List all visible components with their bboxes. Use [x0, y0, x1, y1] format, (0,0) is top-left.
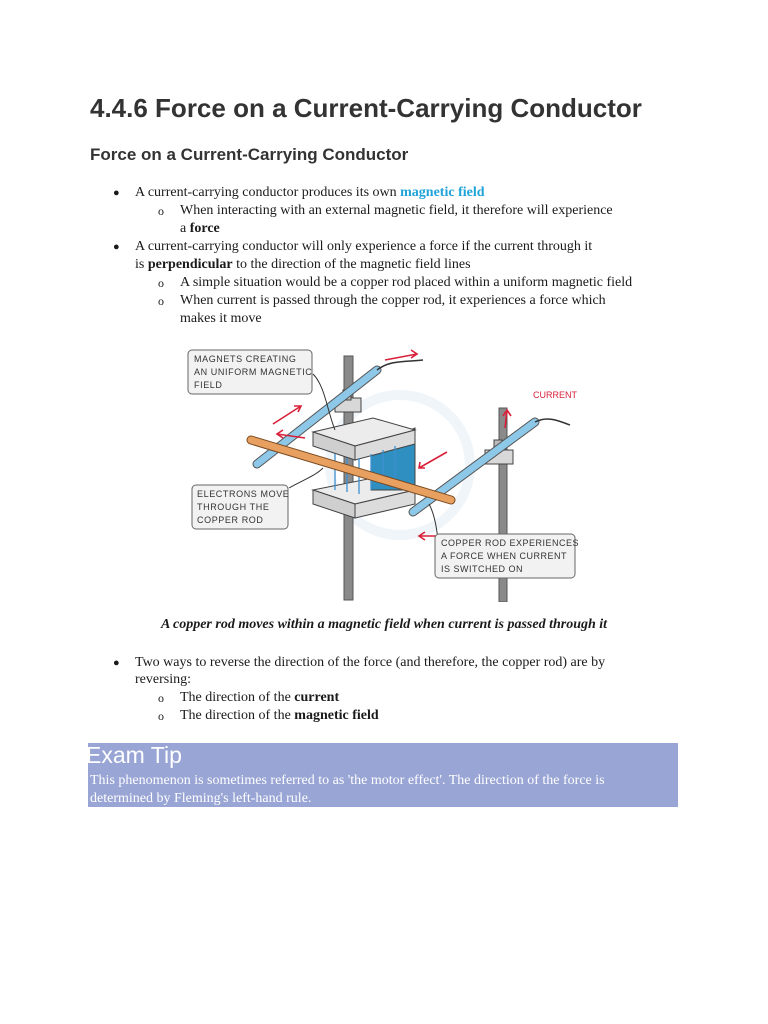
label-magnets-line-2: AN UNIFORM MAGNETIC: [194, 367, 313, 377]
bullet-2-line-1: A current-carrying conductor will only experience a force if the current through it: [135, 239, 593, 254]
label-electrons-line-1: ELECTRONS MOVE: [197, 489, 290, 499]
bullet-1-sub-1-line-2: [180, 220, 220, 238]
label-copper-line-1: COPPER ROD EXPERIENCES: [441, 538, 580, 548]
front-wire: [535, 419, 570, 425]
copper-rod-diagram: [185, 340, 585, 602]
text-fragment: a: [180, 221, 190, 236]
arrow-rod-right: [419, 452, 447, 468]
label-magnets-line-3: FIELD: [194, 380, 223, 390]
text-fragment: to the direction of the magnetic field lines: [232, 257, 471, 272]
bullet-1-label: A current-carrying conductor produces its own: [135, 185, 401, 200]
exam-tip-line-2: determined by Fleming's left-hand rule.: [90, 791, 312, 806]
label-current: CURRENT: [533, 390, 577, 400]
bullet-3-sub-2: [180, 707, 379, 725]
label-electrons: [192, 485, 289, 529]
magnetic-field-link[interactable]: magnetic field: [400, 185, 485, 200]
leader-electrons: [289, 468, 323, 488]
bold-term-force: force: [189, 221, 220, 236]
back-wire: [377, 360, 423, 370]
section-heading: Force on a Current-Carrying Conductor: [90, 145, 409, 164]
exam-tip-title: Exam Tip: [86, 742, 182, 768]
sub-bullet-icon: o: [158, 691, 164, 705]
figure-caption: A copper rod moves within a magnetic field when current is passed through it: [160, 617, 608, 632]
arrow-top: [385, 350, 417, 360]
bullet-3-line-2: reversing:: [135, 672, 191, 687]
text-fragment: is: [135, 257, 148, 272]
label-magnets-line-1: MAGNETS CREATING: [194, 354, 297, 364]
label-electrons-line-2: THROUGH THE: [197, 502, 270, 512]
label-copper-line-2: A FORCE WHEN CURRENT: [441, 551, 568, 561]
label-copper-line-3: IS SWITCHED ON: [441, 564, 524, 574]
page-title: 4.4.6 Force on a Current-Carrying Conductor: [90, 93, 642, 123]
label-magnets: [188, 350, 312, 394]
bold-term-perpendicular: perpendicular: [147, 257, 233, 272]
bullet-1-sub-1-line-1: When interacting with an external magnetic field, it therefore will experience: [180, 203, 613, 218]
text-fragment: The direction of the: [180, 708, 295, 723]
sub-bullet-icon: o: [158, 276, 164, 290]
sub-bullet-icon: o: [158, 294, 164, 308]
exam-tip-line-1: This phenomenon is sometimes referred to as 'the motor effect'. The direction of the force is: [90, 773, 605, 788]
bullet-2-sub-1: A simple situation would be a copper rod placed within a uniform magnetic field: [180, 275, 633, 290]
arrow-back-rail: [273, 406, 301, 424]
bullet-icon: ●: [113, 657, 120, 669]
bullet-2-sub-2-line-1: When current is passed through the copper rod, it experiences a force which: [180, 293, 606, 308]
bullet-3-sub-1: [180, 689, 339, 707]
bullet-2-line-2: [135, 256, 471, 274]
bullet-2-sub-2-line-2: makes it move: [180, 311, 262, 326]
bullet-1-text: [135, 184, 485, 202]
text-fragment: The direction of the: [180, 690, 295, 705]
bullet-3-line-1: Two ways to reverse the direction of the force (and therefore, the copper rod) are by: [135, 655, 606, 670]
label-electrons-line-3: COPPER ROD: [197, 515, 264, 525]
bold-term-magnetic-field: magnetic field: [294, 708, 379, 723]
label-copper-rod: [435, 534, 579, 578]
sub-bullet-icon: o: [158, 709, 164, 723]
bold-term-current: current: [294, 690, 340, 705]
sub-bullet-icon: o: [158, 204, 164, 218]
bullet-icon: ●: [113, 187, 120, 199]
bullet-icon: ●: [113, 241, 120, 253]
